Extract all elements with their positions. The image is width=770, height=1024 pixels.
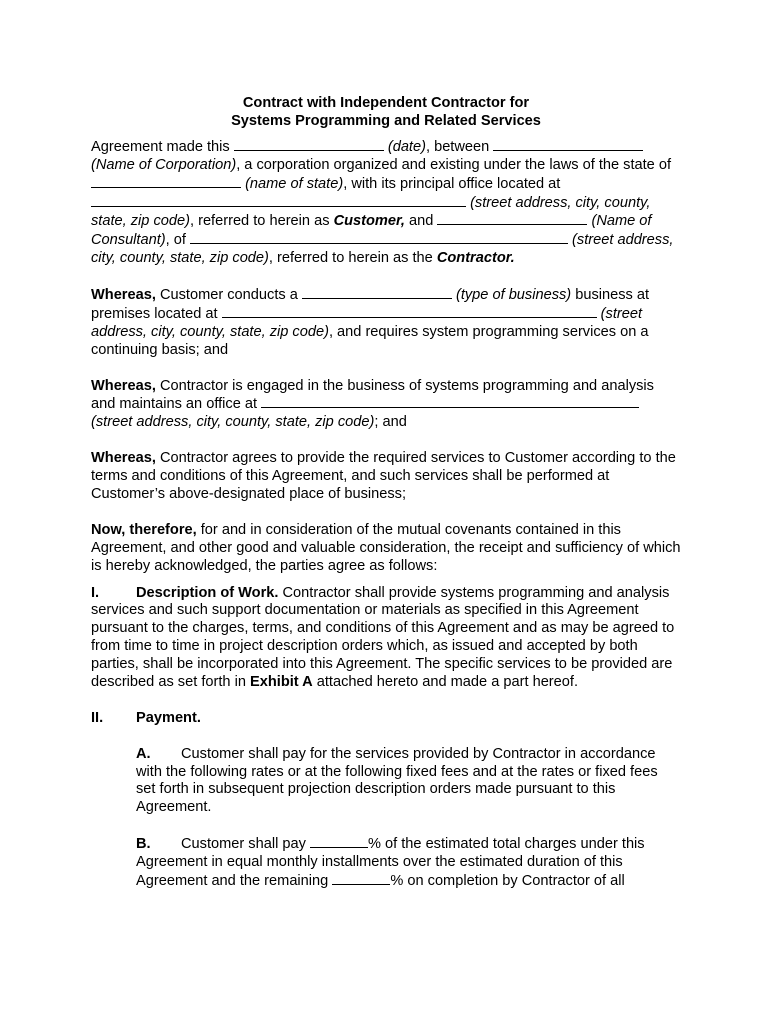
section-2-b-letter: B. — [136, 836, 151, 853]
whereas-lead: Whereas, — [91, 287, 156, 304]
document-title — [91, 95, 681, 131]
section-1 — [91, 585, 681, 692]
whereas-text: , and requires system programming services on a continuing basis; and — [91, 323, 649, 358]
whereas-lead: Whereas, — [91, 450, 156, 467]
whereas-lead: Whereas, — [91, 377, 156, 394]
intro-text: Agreement made this — [91, 138, 234, 155]
now-therefore-paragraph — [91, 522, 681, 576]
consultant-name-blank[interactable] — [437, 212, 587, 225]
now-therefore-text: for and in consideration of the mutual covenants contained in this Agreement, and other good and valuable consideration, the receipt and sufficiency of which is hereby acknowledged, the parties agree as follows: — [91, 521, 681, 574]
consultant-address-hint: (street address, city, county, state, zip code) — [91, 232, 674, 267]
intro-text: , of — [165, 232, 190, 249]
address-hint: (street address, city, county, state, zip code) — [91, 194, 651, 230]
whereas-text: business at premises located at — [91, 287, 650, 322]
section-2-heading: Payment. — [136, 709, 201, 726]
section-1-heading: Description of Work. — [136, 584, 279, 601]
premises-address-blank[interactable] — [222, 305, 597, 318]
premises-address-hint: (street address, city, county, state, zip code) — [91, 305, 643, 340]
business-type-hint: (type of business) — [455, 287, 572, 304]
section-2-b-text: Customer shall pay — [181, 836, 310, 853]
completion-percent-blank[interactable] — [332, 872, 390, 885]
exhibit-reference: Exhibit A — [250, 674, 313, 691]
title-line-1: Contract with Independent Contractor for — [242, 95, 530, 111]
title-line-2: Systems Programming and Related Services — [231, 112, 541, 129]
contractor-term: Contractor. — [436, 250, 515, 267]
whereas-paragraph-3 — [91, 450, 681, 504]
section-2-number: II. — [91, 709, 104, 726]
principal-office-address-blank[interactable] — [91, 194, 466, 207]
section-2-a-letter: A. — [136, 745, 151, 762]
intro-text: , referred to herein as — [189, 213, 334, 230]
intro-text: , between — [425, 138, 494, 155]
state-blank[interactable] — [91, 175, 241, 188]
whereas-text: Customer conducts a — [155, 287, 302, 304]
date-hint: (date) — [387, 138, 426, 155]
corporation-name-blank[interactable] — [493, 138, 643, 151]
whereas-text: Contractor agrees to provide the required services to Customer according to the terms and conditions of this Agreement, and such services shall be performed at Customer’s above-designated place of business; — [91, 450, 676, 502]
date-blank[interactable] — [234, 138, 384, 151]
whereas-text: ; and — [374, 414, 407, 431]
intro-paragraph — [91, 138, 681, 268]
business-type-blank[interactable] — [302, 286, 452, 299]
section-2-a-text: Customer shall pay for the services provided by Contractor in accordance with the following rates or at the following fixed fees and at the rates or fixed fees set forth in subsequent projection description orders made pursuant to this Agreement. — [136, 745, 658, 816]
intro-text: , referred to herein as the — [268, 250, 437, 267]
section-1-text: Contractor shall provide systems programming and analysis services and such support documentation or materials as specified in this Agreement pursuant to the charges, terms, and conditions of this Agreement and as may be agreed to from time to time in project description orders which, as issued and accepted by both parties, shall be incorporated into this Agreement. The specific services to be provided are described as set forth in — [91, 584, 675, 691]
contractor-office-address-blank[interactable] — [261, 395, 639, 408]
consultant-address-blank[interactable] — [190, 231, 568, 244]
whereas-paragraph-2 — [91, 378, 681, 433]
intro-text: and — [404, 213, 438, 230]
section-2-heading-row — [91, 710, 681, 728]
whereas-text: Contractor is engaged in the business of systems programming and analysis and maintains an office at — [91, 377, 654, 413]
state-hint: (name of state) — [245, 175, 344, 192]
corporation-hint: (Name of Corporation) — [91, 156, 237, 173]
section-1-text: attached hereto and made a part hereof. — [312, 674, 579, 691]
section-2-b-text: % of the estimated total charges under this Agreement in equal monthly installments over the estimated duration of this Agreement and the remaining — [136, 836, 645, 889]
section-1-number: I. — [91, 584, 100, 601]
whereas-paragraph-1 — [91, 286, 681, 360]
customer-term: Customer, — [333, 213, 405, 230]
intro-text: , with its principal office located at — [343, 175, 561, 192]
section-2-a — [136, 746, 681, 818]
now-therefore-lead: Now, therefore, — [91, 521, 197, 538]
section-2-b-text: % on completion by Contractor of all — [390, 872, 625, 889]
section-2-b — [136, 835, 681, 891]
contractor-office-hint: (street address, city, county, state, zip code) — [91, 414, 375, 431]
installment-percent-blank[interactable] — [310, 835, 368, 848]
consultant-hint: (Name of Consultant) — [91, 213, 652, 249]
intro-text: , a corporation organized and existing under the laws of the state of — [236, 156, 672, 173]
document-page — [91, 95, 681, 909]
